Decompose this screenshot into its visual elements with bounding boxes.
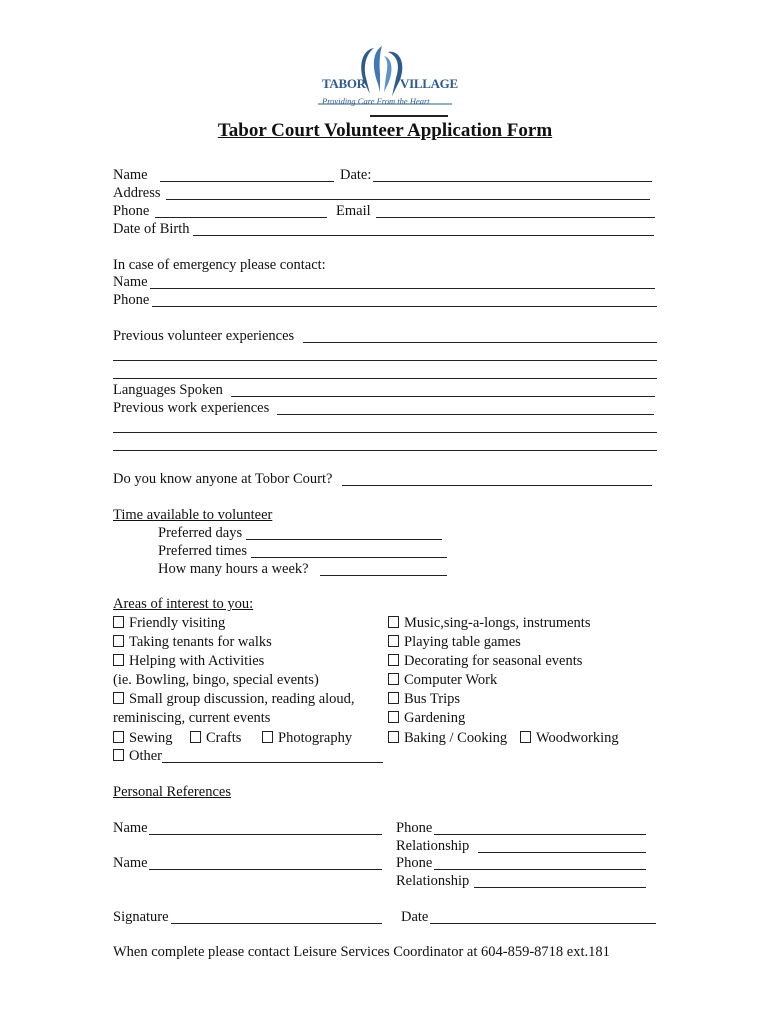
interest-other[interactable]: Other [113,747,162,765]
previous-volunteer-label: Previous volunteer experiences [113,328,295,344]
checkbox[interactable] [388,635,399,647]
logo-brand-left: TABOR [322,76,366,91]
ref1-name-label: Name [113,820,148,836]
emergency-name-label: Name [113,274,148,290]
ref1-relationship-field[interactable] [478,852,646,853]
ref2-phone-label: Phone [396,855,433,871]
interest-friendly-visiting[interactable]: Friendly visiting [113,614,225,632]
know-anyone-label: Do you know anyone at Tobor Court? [113,471,333,487]
checkbox[interactable] [190,731,201,743]
interests-heading: Areas of interest to you: [113,596,254,612]
dob-field[interactable] [193,235,654,236]
interest-woodworking[interactable]: Woodworking [520,729,619,747]
time-heading: Time available to volunteer [113,507,273,523]
interest-small-group[interactable]: Small group discussion, reading aloud, [113,690,355,708]
checkbox[interactable] [520,731,531,743]
languages-label: Languages Spoken [113,382,223,398]
previous-volunteer-line-2[interactable] [113,360,657,361]
page-title: Tabor Court Volunteer Application Form [217,120,553,141]
references-heading: Personal References [113,784,231,800]
interest-photography[interactable]: Photography [262,729,352,747]
name-field[interactable] [160,181,334,182]
interest-music[interactable]: Music,sing-a-longs, instruments [388,614,590,632]
interest-crafts[interactable]: Crafts [190,729,241,747]
logo-brand-right: VILLAGE [400,76,458,91]
previous-volunteer-line-3[interactable] [113,378,657,379]
email-label: Email [336,203,371,219]
interest-activities-note: (ie. Bowling, bingo, special events) [113,672,319,688]
emergency-phone-label: Phone [113,292,150,308]
date-label: Date: [340,167,372,183]
ref2-relationship-field[interactable] [474,887,646,888]
address-label: Address [113,185,161,201]
previous-work-line-2[interactable] [113,432,657,433]
checkbox[interactable] [113,749,124,761]
phone-label: Phone [113,203,150,219]
hours-label: How many hours a week? [158,561,309,577]
ref1-phone-label: Phone [396,820,433,836]
tabor-village-logo [318,44,458,118]
name-label: Name [113,167,148,183]
email-field[interactable] [376,217,655,218]
checkbox[interactable] [388,731,399,743]
checkbox[interactable] [113,616,124,628]
ref1-phone-field[interactable] [434,834,646,835]
previous-work-label: Previous work experiences [113,400,270,416]
previous-work-field[interactable] [277,414,654,415]
checkbox[interactable] [113,654,124,666]
interest-decorating[interactable]: Decorating for seasonal events [388,652,582,670]
ref2-phone-field[interactable] [434,869,646,870]
emergency-phone-field[interactable] [152,306,657,307]
interest-small-group-cont: reminiscing, current events [113,710,271,726]
ref2-name-label: Name [113,855,148,871]
checkbox[interactable] [388,616,399,628]
previous-work-line-3[interactable] [113,450,657,451]
signature-field[interactable] [171,923,382,924]
preferred-times-label: Preferred times [158,543,247,559]
footer-contact: When complete please contact Leisure Services Coordinator at 604-859-8718 ext.181 [113,944,610,960]
hours-field[interactable] [320,575,447,576]
checkbox[interactable] [388,673,399,685]
previous-volunteer-field[interactable] [303,342,657,343]
date-field[interactable] [373,181,652,182]
emergency-name-field[interactable] [150,288,655,289]
ref2-relationship-label: Relationship [396,873,470,889]
interest-sewing[interactable]: Sewing [113,729,173,747]
checkbox[interactable] [388,692,399,704]
languages-field[interactable] [231,396,655,397]
ref2-name-field[interactable] [149,869,382,870]
preferred-days-field[interactable] [246,539,442,540]
preferred-times-field[interactable] [251,557,447,558]
interest-baking[interactable]: Baking / Cooking [388,729,507,747]
signature-label: Signature [113,909,169,925]
interest-bus-trips[interactable]: Bus Trips [388,690,460,708]
interest-table-games[interactable]: Playing table games [388,633,521,651]
preferred-days-label: Preferred days [158,525,243,541]
interest-helping-activities[interactable]: Helping with Activities [113,652,264,670]
emergency-heading: In case of emergency please contact: [113,257,326,273]
checkbox[interactable] [113,731,124,743]
dob-label: Date of Birth [113,221,190,237]
checkbox[interactable] [113,635,124,647]
checkbox[interactable] [262,731,273,743]
address-field[interactable] [166,199,650,200]
checkbox[interactable] [388,654,399,666]
phone-field[interactable] [155,217,327,218]
ref1-relationship-label: Relationship [396,838,470,854]
checkbox[interactable] [113,692,124,704]
logo-tagline: Providing Care From the Heart [322,96,430,106]
interest-taking-walks[interactable]: Taking tenants for walks [113,633,272,651]
checkbox[interactable] [388,711,399,723]
interest-gardening[interactable]: Gardening [388,709,465,727]
interest-other-field[interactable] [162,762,383,763]
signature-date-label: Date [401,909,429,925]
ref1-name-field[interactable] [149,834,382,835]
signature-date-field[interactable] [430,923,656,924]
interest-computer-work[interactable]: Computer Work [388,671,497,689]
know-anyone-field[interactable] [342,485,652,486]
